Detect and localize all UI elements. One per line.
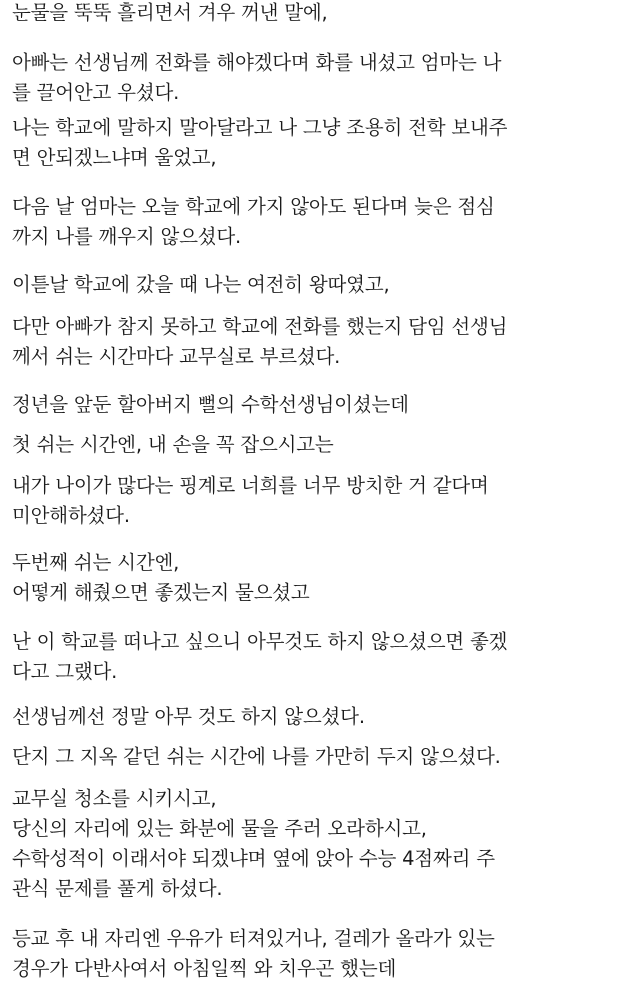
text-line: 다만 아빠가 참지 못하고 학교에 전화를 했는지 담임 선생님 bbox=[12, 315, 508, 338]
text-line: 내가 나이가 많다는 핑계로 너희를 너무 방치한 거 같다며 bbox=[12, 474, 489, 497]
paragraph-7 bbox=[12, 390, 409, 420]
text-line: 단지 그 지옥 같던 쉬는 시간에 나를 가만히 두지 않으셨다. bbox=[12, 745, 501, 768]
paragraph-2 bbox=[12, 48, 501, 108]
paragraph-9 bbox=[12, 471, 489, 531]
text-line: 당신의 자리에 있는 화분에 물을 주러 오라하시고, bbox=[12, 817, 427, 840]
text-line: 미안해하셨다. bbox=[12, 504, 130, 527]
text-line: 아빠는 선생님께 전화를 해야겠다며 화를 내셨고 엄마는 나 bbox=[12, 51, 502, 74]
paragraph-5 bbox=[12, 270, 389, 300]
text-line: 정년을 앞둔 할아버지 뻘의 수학선생님이셨는데 bbox=[12, 393, 409, 416]
paragraph-13 bbox=[12, 742, 501, 772]
paragraph-11 bbox=[12, 627, 507, 687]
text-line: 나는 학교에 말하지 말아달라고 나 그냥 조용히 전학 보내주 bbox=[12, 116, 508, 139]
paragraph-12 bbox=[12, 702, 365, 732]
text-line: 다고 그랬다. bbox=[12, 660, 118, 683]
paragraph-6 bbox=[12, 312, 507, 372]
text-line: 등교 후 내 자리엔 우유가 터져있거나, 걸레가 올라가 있는 bbox=[12, 927, 495, 950]
paragraph-4 bbox=[12, 192, 495, 252]
text-line: 수학성적이 이래서야 되겠냐며 옆에 앉아 수능 4점짜리 주 bbox=[12, 847, 495, 870]
text-line: 첫 쉬는 시간엔, 내 손을 꼭 잡으시고는 bbox=[12, 433, 334, 456]
text-line: 난 이 학교를 떠나고 싶으니 아무것도 하지 않으셨으면 좋겠 bbox=[12, 630, 508, 653]
text-line: 까지 나를 깨우지 않으셨다. bbox=[12, 225, 242, 248]
text-line: 어떻게 해줬으면 좋겠는지 물으셨고 bbox=[12, 581, 310, 604]
text-line: 두번째 쉬는 시간엔, bbox=[12, 551, 180, 574]
paragraph-14 bbox=[12, 784, 495, 904]
text-line: 선생님께선 정말 아무 것도 하지 않으셨다. bbox=[12, 705, 365, 728]
text-line: 눈물을 뚝뚝 흘리면서 겨우 꺼낸 말에, bbox=[12, 1, 328, 24]
paragraph-10 bbox=[12, 548, 310, 608]
text-line: 께서 쉬는 시간마다 교무실로 부르셨다. bbox=[12, 345, 341, 368]
text-line: 교무실 청소를 시키시고, bbox=[12, 787, 217, 810]
text-line: 를 끌어안고 우셨다. bbox=[12, 81, 180, 104]
text-line: 면 안되겠느냐며 울었고, bbox=[12, 146, 217, 169]
text-line: 관식 문제를 풀게 하셨다. bbox=[12, 877, 223, 900]
text-line: 다음 날 엄마는 오늘 학교에 가지 않아도 된다며 늦은 점심 bbox=[12, 195, 495, 218]
paragraph-3 bbox=[12, 113, 507, 173]
text-line: 이튿날 학교에 갔을 때 나는 여전히 왕따였고, bbox=[12, 273, 390, 296]
paragraph-15 bbox=[12, 924, 495, 984]
text-line: 경우가 다반사여서 아침일찍 와 치우곤 했는데 bbox=[12, 957, 397, 980]
paragraph-8 bbox=[12, 430, 334, 460]
paragraph-1 bbox=[12, 0, 328, 28]
